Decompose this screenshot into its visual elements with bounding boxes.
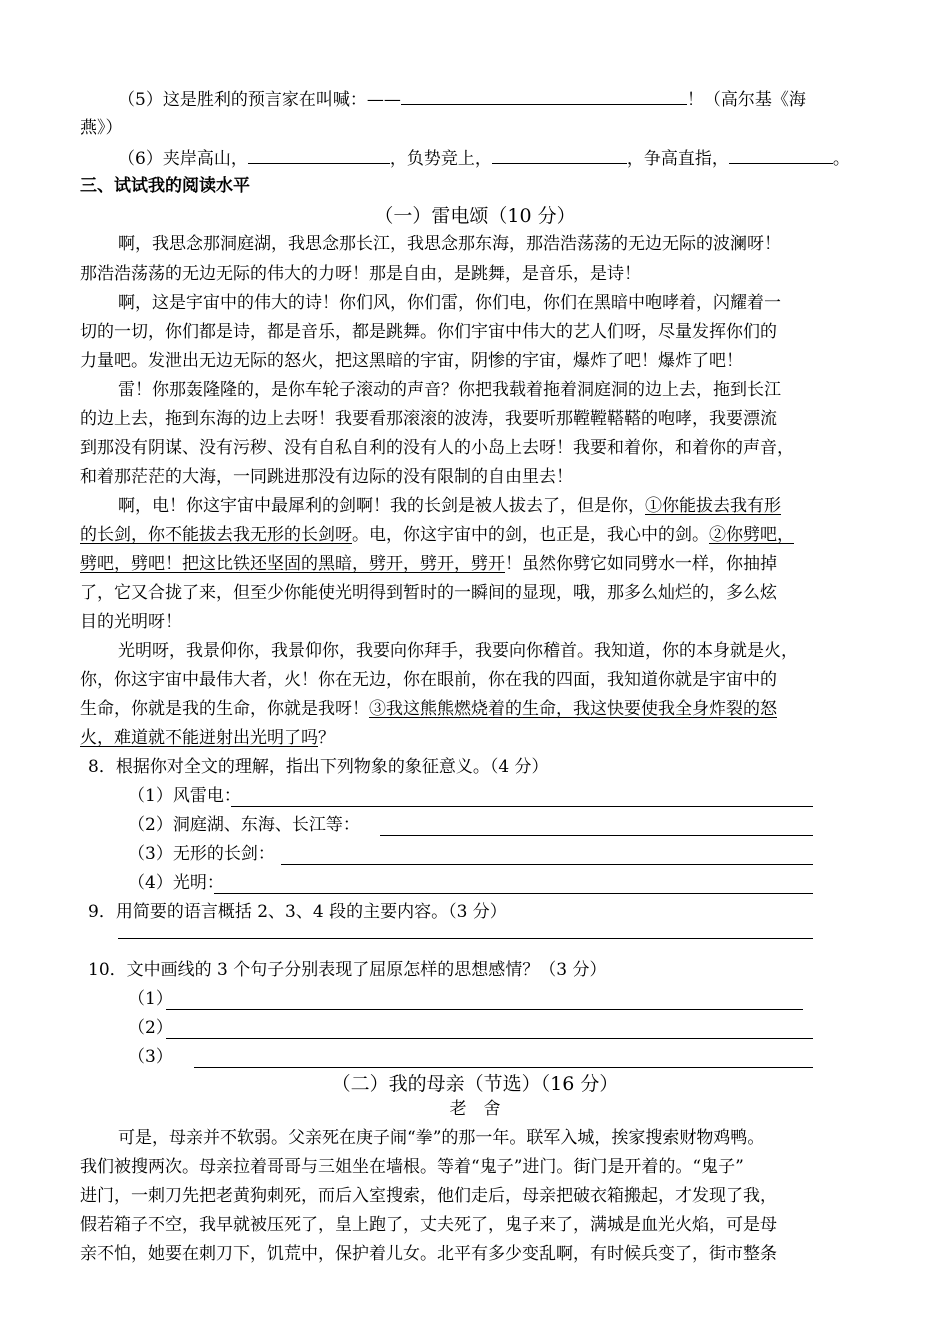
q10-answer-line-1[interactable]	[166, 1009, 803, 1010]
q8-answer-line-3[interactable]	[281, 864, 813, 865]
fill-in-q5-cont: 燕》）	[80, 118, 123, 138]
passage2-line: 可是，母亲并不软弱。父亲死在庚子闹“拳”的那一年。联军入城，挨家搜索财物鸡鸭。	[118, 1128, 765, 1148]
passage1-line: 雷！你那轰隆隆的，是你车轮子滚动的声音？你把我载着拖着洞庭洞的边上去，拖到长江	[118, 380, 781, 400]
q8-item-2-label: （2）洞庭湖、东海、长江等：	[128, 815, 360, 835]
passage1-line: 啊，我思念那洞庭湖，我思念那长江，我思念那东海，那浩浩荡荡的无边无际的波澜呀！	[118, 234, 781, 254]
q5-answer-blank[interactable]	[401, 88, 687, 105]
question-10: 10．文中画线的 3 个句子分别表现了屈原怎样的思想感情？（3 分）	[88, 960, 607, 980]
q8-answer-line-4[interactable]	[214, 893, 813, 894]
passage1-line: 的边上去，拖到东海的边上去呀！我要看那滚滚的波涛，我要听那鞺鞺鞳鞳的咆哮，我要漂流	[80, 409, 777, 429]
underlined-sentence-2-cont: 劈吧，劈吧！把这比铁还坚固的黑暗，劈开，劈开，劈开	[80, 554, 505, 574]
passage1-line: 和着那茫茫的大海，一同跳进那没有边际的没有限制的自由里去！	[80, 467, 573, 487]
fill-in-q5: （5）这是胜利的预言家在叫喊：—— ！（高尔基《海	[118, 90, 806, 110]
q8-answer-line-2[interactable]	[380, 835, 813, 836]
underlined-sentence-3-cont: 火，难道就不能迸射出光明了吗	[80, 728, 318, 748]
passage2-author: 老 舍	[449, 1099, 501, 1119]
passage2-line: 我们被搜两次。母亲拉着哥哥与三姐坐在墙根。等着“鬼子”进门。街门是开着的。“鬼子”	[80, 1157, 744, 1177]
passage1-line: 生命，你就是我的生命，你就是我呀！③我这熊熊燃烧着的生命，我这快要使我全身炸裂的怒	[80, 699, 777, 719]
q9-answer-line[interactable]	[118, 938, 813, 939]
q6-blank-1[interactable]	[248, 147, 390, 164]
passage1-line: 啊，电！你这宇宙中最犀利的剑啊！我的长剑是被人拔去了，但是你，①你能拔去我有形	[118, 496, 781, 516]
passage1-line: 啊，这是宇宙中的伟大的诗！你们风，你们雷，你们电，你们在黑暗中咆哮着，闪耀着一	[118, 293, 781, 313]
section-heading: 三、试试我的阅读水平	[80, 176, 250, 196]
passage1-line: 力量吧。发泄出无边无际的怒火，把这黑暗的宇宙，阴惨的宇宙，爆炸了吧！爆炸了吧！	[80, 351, 743, 371]
q10-item-1-label: （1）	[128, 989, 173, 1009]
passage2-line: 假若箱子不空，我早就被压死了，皇上跑了，丈夫死了，鬼子来了，满城是血光火焰，可是母	[80, 1215, 777, 1235]
passage1-line: 你，你这宇宙中最伟大者，火！你在无边，你在眼前，你在我的四面，我知道你就是宇宙中的	[80, 670, 777, 690]
passage1-title: （一）雷电颂（10 分）	[374, 205, 576, 227]
q10-answer-line-2[interactable]	[166, 1038, 813, 1039]
q8-item-1-label: （1）风雷电：	[128, 786, 241, 806]
q6-blank-2[interactable]	[492, 147, 627, 164]
q8-item-3-label: （3）无形的长剑：	[128, 844, 275, 864]
passage2-line: 亲不怕，她要在刺刀下，饥荒中，保护着儿女。北平有多少变乱啊，有时候兵变了，街市整条	[80, 1244, 777, 1264]
q8-answer-line-1[interactable]	[231, 806, 813, 807]
question-9: 9．用简要的语言概括 2、3、4 段的主要内容。（3 分）	[88, 902, 507, 922]
passage1-line: 那浩浩荡荡的无边无际的伟大的力呀！那是自由，是跳舞，是音乐，是诗！	[80, 264, 641, 284]
q6-blank-3[interactable]	[729, 147, 833, 164]
passage1-line: 了，它又合拢了来，但至少你能使光明得到暂时的一瞬间的显现，哦，那多么灿烂的，多么炫	[80, 583, 777, 603]
passage2-title: （二）我的母亲（节选）（16 分）	[331, 1073, 619, 1095]
underlined-sentence-1-cont: 的长剑，你不能拔去我无形的长剑呀	[80, 525, 352, 545]
question-8: 8．根据你对全文的理解，指出下列物象的象征意义。（4 分）	[88, 757, 549, 777]
fill-in-q6: （6）夹岸高山， ，负势竞上， ，争高直指， 。	[118, 149, 850, 169]
passage1-line: 的长剑，你不能拔去我无形的长剑呀。电，你这宇宙中的剑，也正是，我心中的剑。②你劈吧，	[80, 525, 794, 545]
q10-item-2-label: （2）	[128, 1018, 173, 1038]
q8-item-4-label: （4）光明：	[128, 873, 224, 893]
passage1-line: 火，难道就不能迸射出光明了吗？	[80, 728, 335, 748]
passage1-line: 目的光明呀！	[80, 612, 182, 632]
passage2-line: 进门，一刺刀先把老黄狗刺死，而后入室搜索，他们走后，母亲把破衣箱搬起，才发现了我，	[80, 1186, 777, 1206]
q10-answer-line-3[interactable]	[194, 1067, 813, 1068]
passage1-line: 劈吧，劈吧！把这比铁还坚固的黑暗，劈开，劈开，劈开！虽然你劈它如同劈水一样，你抽掉	[80, 554, 777, 574]
underlined-sentence-1: ①你能拔去我有形	[645, 496, 781, 516]
passage1-line: 到那没有阴谋、没有污秽、没有自私自利的没有人的小岛上去呀！我要和着你，和着你的声音，	[80, 438, 794, 458]
passage1-line: 切的一切，你们都是诗，都是音乐，都是跳舞。你们宇宙中伟大的艺人们呀，尽量发挥你们的	[80, 322, 777, 342]
underlined-sentence-3: ③我这熊熊燃烧着的生命，我这快要使我全身炸裂的怒	[369, 699, 777, 719]
passage1-line: 光明呀，我景仰你，我景仰你，我要向你拜手，我要向你稽首。我知道，你的本身就是火，	[118, 641, 798, 661]
underlined-sentence-2: ②你劈吧，	[709, 525, 794, 545]
q10-item-3-label: （3）	[128, 1047, 173, 1067]
